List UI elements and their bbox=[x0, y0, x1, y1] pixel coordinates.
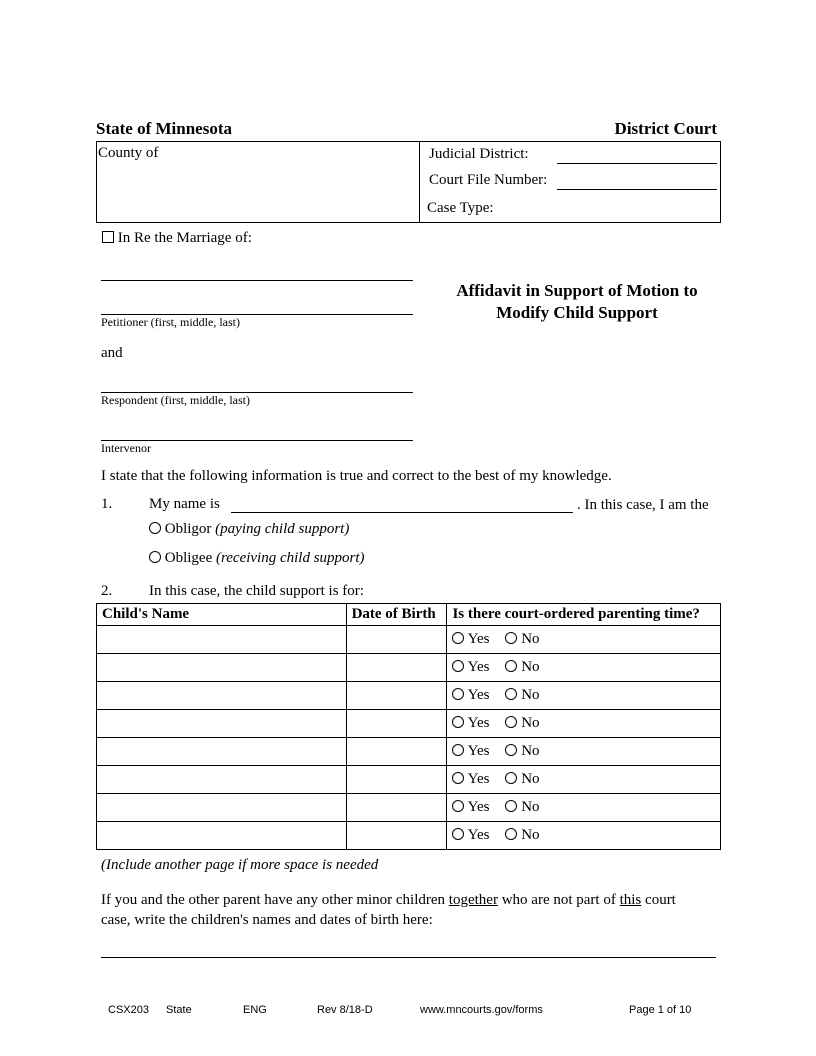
child-name-cell[interactable] bbox=[97, 626, 347, 654]
statement: I state that the following information is true and correct to the best of my knowledge. bbox=[101, 468, 612, 484]
obligee-option[interactable] bbox=[149, 550, 365, 567]
no-radio[interactable] bbox=[505, 688, 517, 700]
obligee-label: Obligee bbox=[164, 550, 213, 566]
no-option[interactable] bbox=[505, 659, 539, 675]
no-radio[interactable] bbox=[505, 744, 517, 756]
parenting-time-cell bbox=[447, 794, 721, 822]
other-children-text-1: If you and the other parent have any other minor children bbox=[101, 892, 449, 908]
yes-option[interactable] bbox=[452, 743, 489, 759]
no-option[interactable] bbox=[505, 827, 539, 843]
item-1-suffix: . In this case, I am the bbox=[577, 497, 709, 513]
caption-box bbox=[96, 141, 721, 223]
court-file-number-field[interactable] bbox=[557, 189, 717, 190]
yes-radio[interactable] bbox=[452, 744, 464, 756]
yes-option[interactable] bbox=[452, 771, 489, 787]
footer-page: Page 1 of 10 bbox=[629, 1004, 692, 1016]
date-of-birth-cell[interactable] bbox=[346, 794, 447, 822]
state-heading: State of Minnesota bbox=[96, 119, 232, 138]
table-row bbox=[97, 794, 721, 822]
yes-radio[interactable] bbox=[452, 800, 464, 812]
other-children-text bbox=[101, 890, 721, 930]
child-name-header: Child's Name bbox=[97, 604, 347, 626]
footer-revision: Rev 8/18-D bbox=[317, 1004, 373, 1016]
item-1-number: 1. bbox=[101, 496, 113, 512]
no-radio[interactable] bbox=[505, 660, 517, 672]
together-word: together bbox=[448, 892, 498, 908]
children-table-body bbox=[97, 626, 721, 850]
footer-form-code: CSX203 bbox=[108, 1004, 149, 1016]
parenting-time-cell bbox=[447, 626, 721, 654]
footer-language: ENG bbox=[243, 1004, 267, 1016]
obligee-radio[interactable] bbox=[149, 551, 161, 563]
yes-label: Yes bbox=[467, 687, 490, 703]
date-of-birth-cell[interactable] bbox=[346, 682, 447, 710]
no-label: No bbox=[521, 827, 540, 843]
no-radio[interactable] bbox=[505, 800, 517, 812]
child-name-cell[interactable] bbox=[97, 766, 347, 794]
no-option[interactable] bbox=[505, 715, 539, 731]
yes-label: Yes bbox=[467, 771, 490, 787]
yes-option[interactable] bbox=[452, 715, 489, 731]
yes-radio[interactable] bbox=[452, 716, 464, 728]
table-row bbox=[97, 626, 721, 654]
no-label: No bbox=[521, 687, 540, 703]
yes-label: Yes bbox=[467, 827, 490, 843]
no-option[interactable] bbox=[505, 631, 539, 647]
parenting-time-cell bbox=[447, 710, 721, 738]
parenting-time-cell bbox=[447, 822, 721, 850]
parenting-time-cell bbox=[447, 766, 721, 794]
table-row bbox=[97, 654, 721, 682]
obligor-radio[interactable] bbox=[149, 522, 161, 534]
county-label: County of bbox=[98, 145, 159, 161]
my-name-label: My name is bbox=[149, 496, 220, 512]
yes-option[interactable] bbox=[452, 659, 489, 675]
no-option[interactable] bbox=[505, 771, 539, 787]
item-2-number: 2. bbox=[101, 583, 113, 599]
form-title-line-1: Affidavit in Support of Motion to bbox=[456, 281, 698, 300]
obligor-option[interactable] bbox=[149, 521, 349, 538]
no-radio[interactable] bbox=[505, 716, 517, 728]
no-label: No bbox=[521, 771, 540, 787]
obligor-note: (paying child support) bbox=[215, 521, 350, 537]
table-row bbox=[97, 822, 721, 850]
judicial-district-label: Judicial District: bbox=[429, 146, 529, 162]
petitioner-line-1[interactable] bbox=[101, 280, 413, 281]
table-row bbox=[97, 682, 721, 710]
yes-label: Yes bbox=[467, 743, 490, 759]
other-children-text-3: court bbox=[641, 892, 676, 908]
yes-radio[interactable] bbox=[452, 688, 464, 700]
table-row bbox=[97, 766, 721, 794]
date-of-birth-cell[interactable] bbox=[346, 766, 447, 794]
table-row bbox=[97, 738, 721, 766]
yes-radio[interactable] bbox=[452, 632, 464, 644]
table-header-row bbox=[97, 604, 721, 626]
court-file-number-label: Court File Number: bbox=[429, 172, 548, 188]
judicial-district-field[interactable] bbox=[557, 163, 717, 164]
other-children-text-line-2: case, write the children's names and dates of birth here: bbox=[101, 912, 433, 928]
no-option[interactable] bbox=[505, 687, 539, 703]
no-label: No bbox=[521, 631, 540, 647]
child-name-cell[interactable] bbox=[97, 794, 347, 822]
parenting-time-cell bbox=[447, 682, 721, 710]
intervenor-label: Intervenor bbox=[101, 441, 151, 455]
respondent-label: Respondent (first, middle, last) bbox=[101, 393, 250, 407]
yes-radio[interactable] bbox=[452, 660, 464, 672]
children-table bbox=[96, 603, 721, 850]
case-type-label: Case Type: bbox=[427, 200, 494, 216]
no-label: No bbox=[521, 743, 540, 759]
child-name-cell[interactable] bbox=[97, 710, 347, 738]
yes-option[interactable] bbox=[452, 799, 489, 815]
date-of-birth-header: Date of Birth bbox=[346, 604, 447, 626]
and-text: and bbox=[101, 345, 123, 361]
child-name-cell[interactable] bbox=[97, 682, 347, 710]
date-of-birth-cell[interactable] bbox=[346, 626, 447, 654]
table-note: (Include another page if more space is needed bbox=[101, 857, 379, 873]
parenting-time-header: Is there court-ordered parenting time? bbox=[447, 604, 721, 626]
parenting-time-cell bbox=[447, 738, 721, 766]
no-label: No bbox=[521, 659, 540, 675]
table-row bbox=[97, 710, 721, 738]
form-title bbox=[420, 280, 734, 324]
other-children-text-2: who are not part of bbox=[497, 892, 620, 908]
yes-label: Yes bbox=[467, 799, 490, 815]
date-of-birth-cell[interactable] bbox=[346, 710, 447, 738]
yes-option[interactable] bbox=[452, 631, 489, 647]
date-of-birth-cell[interactable] bbox=[346, 654, 447, 682]
date-of-birth-cell[interactable] bbox=[346, 738, 447, 766]
no-radio[interactable] bbox=[505, 772, 517, 784]
date-of-birth-cell[interactable] bbox=[346, 822, 447, 850]
yes-label: Yes bbox=[467, 659, 490, 675]
no-radio[interactable] bbox=[505, 828, 517, 840]
child-name-cell[interactable] bbox=[97, 822, 347, 850]
no-label: No bbox=[521, 799, 540, 815]
child-name-cell[interactable] bbox=[97, 654, 347, 682]
no-option[interactable] bbox=[505, 743, 539, 759]
court-heading: District Court bbox=[614, 119, 717, 138]
footer-scope: State bbox=[166, 1004, 192, 1016]
parenting-time-cell bbox=[447, 654, 721, 682]
child-name-cell[interactable] bbox=[97, 738, 347, 766]
yes-option[interactable] bbox=[452, 687, 489, 703]
obligor-label: Obligor bbox=[164, 521, 212, 537]
yes-radio[interactable] bbox=[452, 828, 464, 840]
marriage-checkbox-row[interactable] bbox=[102, 230, 252, 247]
item-2-text: In this case, the child support is for: bbox=[149, 583, 364, 599]
form-title-line-2: Modify Child Support bbox=[496, 303, 658, 322]
petitioner-label: Petitioner (first, middle, last) bbox=[101, 315, 240, 329]
yes-label: Yes bbox=[467, 631, 490, 647]
marriage-checkbox-label: In Re the Marriage of: bbox=[117, 230, 252, 246]
no-option[interactable] bbox=[505, 799, 539, 815]
yes-label: Yes bbox=[467, 715, 490, 731]
other-children-field[interactable] bbox=[101, 957, 716, 958]
this-word: this bbox=[619, 892, 642, 908]
yes-radio[interactable] bbox=[452, 772, 464, 784]
footer-website[interactable]: www.mncourts.gov/forms bbox=[420, 1004, 543, 1016]
my-name-field[interactable] bbox=[231, 512, 573, 513]
no-radio[interactable] bbox=[505, 632, 517, 644]
yes-option[interactable] bbox=[452, 827, 489, 843]
marriage-checkbox[interactable] bbox=[102, 231, 114, 243]
obligee-note: (receiving child support) bbox=[215, 550, 365, 566]
caption-divider bbox=[419, 142, 420, 222]
no-label: No bbox=[521, 715, 540, 731]
